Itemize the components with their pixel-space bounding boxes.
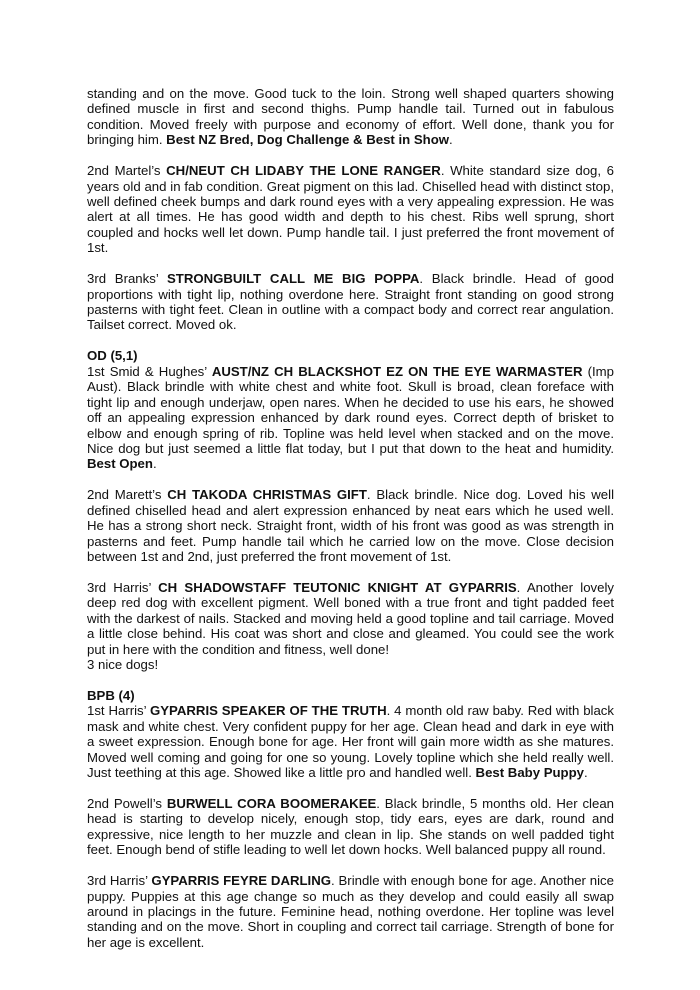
award-best-baby-puppy: Best Baby Puppy <box>475 765 585 780</box>
dog-name: CH TAKODA CHRISTMAS GIFT <box>167 487 367 503</box>
dog-name: STRONGBUILT CALL ME BIG POPPA <box>166 271 420 287</box>
award-best-open: Best Open <box>87 456 153 472</box>
paragraph-3rd-branks: 3rd Branks’ STRONGBUILT CALL ME BIG POPPA. Black brindle. Head of good proportions with tight lip, nothing overdone here. Straight front standing on good strong pasterns with tight feet. Clean in outline with a compact body and correct rear angulation. Tailset correct. Moved ok. <box>87 271 614 333</box>
section-heading-bpb: BPB (4) <box>87 687 135 703</box>
paragraph-2nd-marett: 2nd Marett’s CH TAKODA CHRISTMAS GIFT. Black brindle. Nice dog. Loved his well defined chiselled head and alert expression enhanced by neat ears which he used well. He has a strong short neck. Straight front, width of his front was good as was strength in pasterns and feet. Pump handle tail which he carried low on the move. Close decision between 1st and 2nd, just preferred the front movement of 1st. <box>87 487 614 564</box>
paragraph-3rd-harris-od: 3rd Harris’ CH SHADOWSTAFF TEUTONIC KNIGHT AT GYPARRIS. Another lovely deep red dog with excellent pigment. Well boned with a true front and tight padded feet with the darkest of nails. Stacked and moving held a good topline and tail carriage. Moved a little close behind. His coat was short and close and gleamed. You could see the work put in here with the condition and fitness, well done! <box>87 579 614 657</box>
dog-name: GYPARRIS FEYRE DARLING <box>151 873 331 889</box>
dog-name: GYPARRIS SPEAKER OF THE TRUTH <box>150 703 387 719</box>
paragraph-1st-harris-bpb: 1st Harris’ GYPARRIS SPEAKER OF THE TRUTH. 4 month old raw baby. Red with black mask and white chest. Very confident puppy for her age. Clean head and dark in eye with a sweet expression. Enough bone for age. Her front will gain more width as she matures. Moved well coming and going for one so young. Lovely topline which she held really well. Just teething at this age. Showed like a little pro and handled well. Best Baby Puppy. <box>87 703 614 780</box>
closing-remark: 3 nice dogs! <box>87 656 159 672</box>
paragraph-3rd-harris-bpb: 3rd Harris’ GYPARRIS FEYRE DARLING. Brindle with enough bone for age. Another nice puppy. Puppies at this age change so much as they develop and could easily all swap around in placings in the future. Feminine head, nothing overdone. Her topline was level standing and on the move. Short in coupling and correct tail carriage. Strength of bone for her age is excellent. <box>87 873 614 950</box>
award-best-in-show: Best NZ Bred, Dog Challenge & Best in Show <box>166 132 450 148</box>
section-heading-od: OD (5,1) <box>87 348 138 364</box>
dog-name: CH/NEUT CH LIDABY THE LONE RANGER <box>166 163 441 179</box>
dog-name: CH SHADOWSTAFF TEUTONIC KNIGHT AT GYPARRIS <box>158 579 517 595</box>
paragraph-2nd-powell: 2nd Powell’s BURWELL CORA BOOMERAKEE. Black brindle, 5 months old. Her clean head is starting to develop nicely, enough stop, tidy ears, eyes are dark, round and expressive, nice length to her muzzle and clean in lip. She stands on well padded tight feet. Enough bend of stifle leading to well let down hocks. Well balanced puppy all round. <box>87 796 614 858</box>
paragraph-2nd-martel: 2nd Martel’s CH/NEUT CH LIDABY THE LONE RANGER. White standard size dog, 6 years old and in fab condition. Great pigment on this lad. Chiselled head with distinct stop, well defined cheek bumps and dark round eyes with a very appealing expression. He was alert at all times. He has good width and depth to his chest. Ribs well sprung, short coupled and hocks well let down. Pump handle tail. I just preferred the front movement of 1st. <box>87 163 614 256</box>
paragraph-1st-smid-hughes: 1st Smid & Hughes’ AUST/NZ CH BLACKSHOT EZ ON THE EYE WARMASTER (Imp Aust). Black brindle with white chest and white foot. Skull is broad, clean foreface with tight lip and enough underjaw, open nares. When he decided to use his ears, he showed off an appealing expression enhanced by dark round eyes. Correct depth of brisket to elbow and enough spring of rib. Topline was held level when stacked and on the move. Nice dog but just seemed a little flat today, but I put that down to the heat and humidity. Best Open. <box>87 363 614 472</box>
dog-name: BURWELL CORA BOOMERAKEE <box>166 796 377 811</box>
paragraph-best-in-show: standing and on the move. Good tuck to the loin. Strong well shaped quarters showing defined muscle in first and second thighs. Pump handle tail. Turned out in fabulous condition. Moved freely with purpose and economy of effort. Well done, thank you for bringing him. Best NZ Bred, Dog Challenge & Best in Show. <box>87 86 614 148</box>
dog-name: AUST/NZ CH BLACKSHOT EZ ON THE EYE WARMASTER <box>211 363 583 379</box>
